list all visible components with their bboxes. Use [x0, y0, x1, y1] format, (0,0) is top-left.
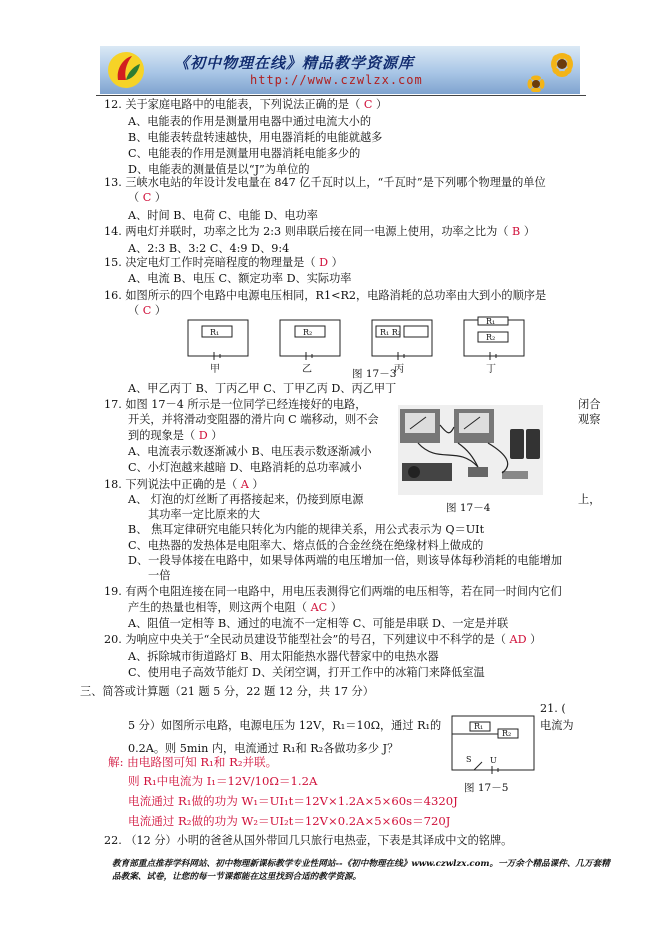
text-line	[128, 521, 484, 537]
fig16-label-bing: 丙	[394, 364, 404, 375]
text-line	[104, 223, 535, 239]
line-text-tail: ）	[151, 191, 167, 204]
answer-mark: B	[512, 225, 521, 238]
line-text: A、时间 B、电荷 C、电能 D、电功率	[128, 209, 318, 222]
line-text: A、电流表示数逐渐减小 B、电压表示数逐渐减小	[128, 445, 372, 458]
text-line	[80, 683, 374, 699]
right-fragment: 电流为	[540, 719, 574, 732]
text-line	[128, 189, 166, 205]
fig21-label-s: S	[466, 755, 472, 764]
text-line	[128, 615, 508, 631]
line-text-tail: ）	[207, 429, 223, 442]
line-text-tail: ）	[526, 633, 542, 646]
text-line	[128, 459, 362, 475]
text-line	[128, 717, 441, 733]
right-fragment: 闭合	[578, 398, 601, 411]
text-line	[128, 129, 382, 145]
text-line	[128, 664, 485, 680]
text-line	[128, 270, 352, 286]
solution-line: 解: 由电路图可知 R₁和 R₂并联。	[108, 755, 278, 769]
line-text-tail: ）	[520, 225, 536, 238]
answer-mark: C	[142, 191, 152, 204]
line-text: A、2:3 B、3:2 C、4:9 D、9:4	[128, 242, 290, 255]
line-text: 产生的热量也相等，则这两个电阻（	[128, 601, 311, 614]
line-text: C、使用电子高效节能灯 D、关闭空调，打开工作中的冰箱门来降低室温	[128, 666, 485, 679]
right-fragment: 上，	[578, 493, 601, 506]
fig21-label-u: U	[490, 756, 497, 765]
line-text: 14. 两电灯并联时，功率之比为 2:3 则串联后接在同一电源上使用，功率之比为（	[104, 225, 513, 238]
site-logo-icon	[106, 50, 146, 90]
banner-url[interactable]: http://www.czwlzx.com	[250, 73, 423, 87]
line-text: C、电热器的发热体是电阻率大、熔点低的合金丝绕在绝缘材料上做成的	[128, 539, 484, 552]
line-text-tail: ）	[151, 304, 167, 317]
fig16-r-label-3: R₁ R₂	[380, 328, 402, 337]
text-line	[128, 443, 372, 459]
line-text: B、 焦耳定律研究电能只转化为内能的规律关系，用公式表示为 Q＝UIt	[128, 523, 485, 536]
line-text: 一倍	[148, 569, 171, 582]
text-line	[128, 427, 222, 443]
line-text: A、阻值一定相等 B、通过的电流不一定相等 C、可能是串联 D、一定是并联	[128, 617, 509, 630]
line-text: 13. 三峡水电站的年设计发电量在 847 亿千瓦时以上，“千瓦时”是下列哪个物理量的单位	[104, 176, 546, 189]
text-line	[104, 396, 366, 412]
line-text: D、一段导体接在电路中，如果导体两端的电压增加一倍，则该导体每秒消耗的电能增加	[128, 554, 563, 567]
answer-mark: AD	[509, 633, 527, 646]
line-text: B、电能表转盘转速越快，用电器消耗的电能就越多	[128, 131, 383, 144]
line-text: C、小灯泡越来越暗 D、电路消耗的总功率减小	[128, 461, 362, 474]
text-line	[128, 207, 318, 223]
line-text: 开关，并将滑动变阻器的滑片向 C 端移动，则不会	[128, 413, 379, 426]
line-text: 19. 有两个电阻连接在同一电路中，用电压表测得它们两端的电压相等，若在同一时间内它们	[104, 585, 562, 598]
line-text: （	[128, 304, 143, 317]
line-text: 22. （12 分）小明的爸爸从国外带回几只旅行电热壶，下表是其译成中文的铭牌。	[104, 834, 513, 847]
text-line	[104, 254, 343, 270]
right-fragment: 21. (	[540, 702, 566, 715]
banner-title: 《初中物理在线》精品教学资源库	[174, 54, 415, 72]
figure-17-5	[448, 712, 538, 776]
line-text: 5 分）如图所示电路，电源电压为 12V，R₁＝10Ω，通过 R₁的	[128, 719, 442, 732]
text-line	[128, 113, 371, 129]
line-text: 0.2A。则 5min 内，电流通过 R₁和 R₂各做功多少 J？	[128, 742, 399, 755]
line-text: 15. 决定电灯工作时亮暗程度的物理量是（	[104, 256, 320, 269]
text-line	[128, 552, 562, 568]
line-text: 18. 下列说法中正确的是（	[104, 478, 241, 491]
line-text: 20. 为响应中央关于“全民动员建设节能型社会”的号召，下列建议中不科学的是（	[104, 633, 510, 646]
figure-17-4-caption: 图 17－4	[446, 502, 491, 514]
text-line	[148, 567, 170, 583]
text-line	[148, 506, 260, 522]
answer-mark: D	[319, 256, 329, 269]
line-text: A、甲乙丙丁 B、丁丙乙甲 C、丁甲乙丙 D、丙乙甲丁	[128, 382, 397, 395]
solution-line: 电流通过 R₁做的功为 W₁＝UI₁t＝12V×1.2A×5×60s＝4320J	[128, 794, 458, 808]
line-text: 16. 如图所示的四个电路中电源电压相同，R1<R2，电路消耗的总功率由大到小的顺序是	[104, 289, 547, 302]
line-text-tail: ）	[328, 256, 343, 269]
text-line	[128, 145, 360, 161]
line-text-tail: ）	[372, 98, 388, 111]
fig21-label-r1: R₁	[474, 722, 484, 731]
line-text-tail: ）	[248, 478, 264, 491]
page-footer: 教育部重点推荐学科网站、初中物理新课标教学专业性网站--《初中物理在线》www.czwlzx.com。一万余个精品课件、几万套精品教案、试卷，让您的每一节课都能在这里找到合适的教学资源。	[112, 859, 610, 882]
text-line	[104, 631, 541, 647]
header-banner	[100, 46, 580, 94]
figure-17-3-caption: 图 17－3	[352, 368, 397, 380]
answer-mark: AC	[310, 601, 328, 614]
line-text: 12. 关于家庭电路中的电能表，下列说法正确的是（	[104, 98, 364, 111]
text-line	[128, 411, 379, 427]
fig16-label-yi: 乙	[302, 364, 312, 375]
text-line	[128, 599, 342, 615]
fig21-label-r2: R₂	[502, 729, 512, 738]
fig16-r-label-5: R₂	[486, 333, 496, 342]
fig16-r-label-1: R₁	[210, 328, 220, 337]
line-text: A、拆除城市街道路灯 B、用太阳能热水器代替家中的电热水器	[128, 650, 439, 663]
text-line	[104, 476, 264, 492]
fig16-r-label-4: R₁	[486, 317, 496, 326]
fig16-label-ding: 丁	[486, 364, 496, 375]
line-text: （	[128, 191, 143, 204]
line-text-tail: ）	[327, 601, 342, 614]
right-fragment: 观察	[578, 413, 601, 426]
line-text: A、电流 B、电压 C、额定功率 D、实际功率	[128, 272, 352, 285]
fig16-label-jia: 甲	[210, 364, 220, 375]
answer-mark: C	[363, 98, 373, 111]
line-text: C、电能表的作用是测量用电器消耗电能多少的	[128, 147, 361, 160]
line-text: A、电能表的作用是测量用电器中通过电流大小的	[128, 115, 372, 128]
figure-17-4-photo	[398, 405, 543, 495]
figure-17-5-caption: 图 17－5	[464, 782, 509, 794]
line-text: 其功率一定比原来的大	[148, 508, 260, 521]
text-line	[104, 287, 546, 303]
solution-line: 电流通过 R₂做的功为 W₂＝UI₂t＝12V×0.2A×5×60s＝720J	[128, 814, 451, 828]
line-text: A、 灯泡的灯丝断了再搭接起来，仍接到原电源	[128, 493, 364, 506]
text-line	[128, 537, 483, 553]
solution-line: 则 R₁中电流为 I₁＝12V/10Ω＝1.2A	[128, 774, 318, 788]
text-line	[104, 96, 387, 112]
line-text: 17. 如图 17－4 所示是一位同学已经连接好的电路，	[104, 398, 367, 411]
text-line	[128, 491, 363, 507]
line-text: 三、简答或计算题（21 题 5 分，22 题 12 分，共 17 分）	[80, 685, 374, 698]
answer-mark: A	[240, 478, 249, 491]
answer-mark: D	[198, 429, 208, 442]
text-line	[128, 648, 439, 664]
text-line	[104, 583, 562, 599]
sunflower-icon	[522, 48, 576, 92]
text-line	[104, 174, 546, 190]
answer-mark: C	[142, 304, 152, 317]
text-line	[104, 832, 512, 848]
line-text: 到的现象是（	[128, 429, 199, 442]
line-text: D、电能表的测量值是以“J”为单位的	[128, 163, 310, 176]
text-line	[128, 380, 396, 396]
fig16-r-label-2: R₂	[303, 328, 313, 337]
text-line	[128, 302, 166, 318]
